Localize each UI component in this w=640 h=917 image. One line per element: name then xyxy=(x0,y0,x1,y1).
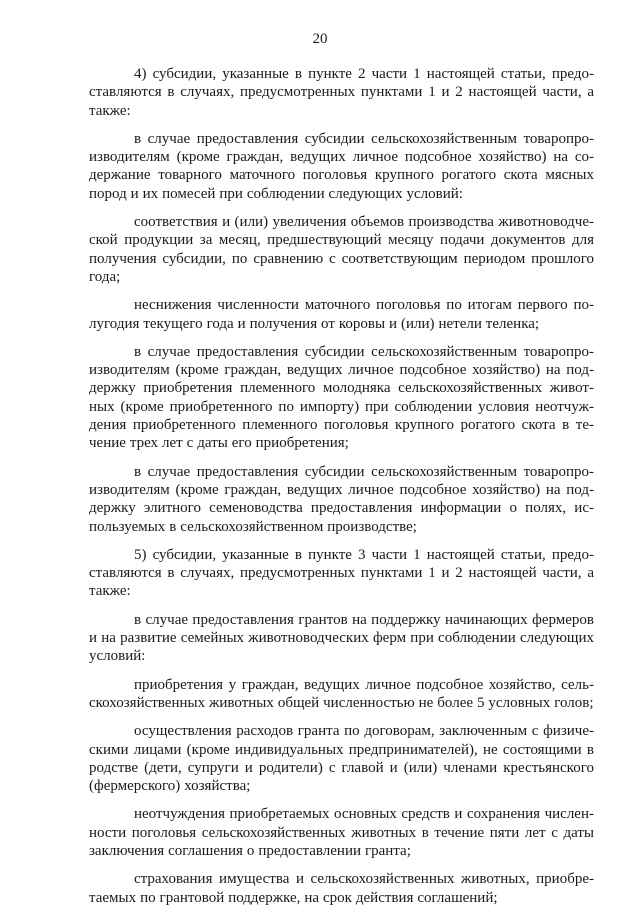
paragraph-livestock-purchase-condition: приобретения у граждан, ведущих личное подсобное хозяйство, сельскохозяйственных животных общей численностью не более 5 условных голов; xyxy=(89,676,594,711)
paragraph-elite-seed-production: в случае предоставления субсидии сельскохозяйственным товаропроизводителям (кроме граждан, ведущих личное подсобное хозяйство) на поддержку элитного семеноводства предоставления информации о полях, используемых в сельскохозяйственном производстве; xyxy=(89,463,594,535)
document-body xyxy=(89,65,594,917)
paragraph-beef-cattle-maintenance: в случае предоставления субсидии сельскохозяйственным товаропроизводителям (кроме граждан, ведущих личное подсобное хозяйство) на содержание товарного маточного поголовья крупного рогатого скота мясных пород и их помесей при соблюдении следующих условий: xyxy=(89,130,594,202)
paragraph-non-alienation-condition: неотчуждения приобретаемых основных средств и сохранения численности поголовья сельскохозяйственных животных в течение пяти лет с даты заключения соглашения о предоставлении гранта; xyxy=(89,806,594,859)
page-number: 20 xyxy=(312,31,328,47)
paragraph-subsidies-point-2: 4) субсидии, указанные в пункте 2 части 1 настоящей статьи, предоставляются в случаях, предусмотренных пунктами 1 и 2 настоящей части, а также: xyxy=(89,66,594,119)
paragraph-pedigree-young-stock: в случае предоставления субсидии сельскохозяйственным товаропроизводителям (кроме граждан, ведущих личное подсобное хозяйство) на поддержку приобретения племенного молодняка сельскохозяйственных животных (кроме приобретенного по импорту) при соблюдении условия неотчуждения приобретенного племенного поголовья крупного рогатого скота в течение трех лет с даты его приобретения; xyxy=(89,343,594,452)
paragraph-breeding-stock-condition: неснижения численности маточного поголовья по итогам первого полугодия текущего года и получения от коровы и (или) нетели теленка; xyxy=(89,297,594,332)
paragraph-grants-farmers: в случае предоставления грантов на поддержку начинающих фермеров и на развитие семейных животноводческих ферм при соблюдении следующих условий: xyxy=(89,611,594,665)
paragraph-production-volume-condition: соответствия и (или) увеличения объемов производства животноводческой продукции за месяц, предшествующий месяцу подачи документов для получения субсидии, по сравнению с соответствующим периодом прошлого года; xyxy=(89,214,594,285)
paragraph-subsidies-point-3: 5) субсидии, указанные в пункте 3 части 1 настоящей статьи, предоставляются в случаях, предусмотренных пунктами 1 и 2 настоящей части, а также: xyxy=(89,546,594,600)
paragraph-insurance-condition: страхования имущества и сельскохозяйственных животных, приобретаемых по грантовой поддержке, на срок действия соглашений; xyxy=(89,871,594,906)
paragraph-grant-expenses-condition: осуществления расходов гранта по договорам, заключенным с физическими лицами (кроме индивидуальных предпринимателей), не состоящими в родстве (дети, супруги и родители) с главой и (или) членами крестьянского (фермерского) хозяйства; xyxy=(89,723,594,795)
